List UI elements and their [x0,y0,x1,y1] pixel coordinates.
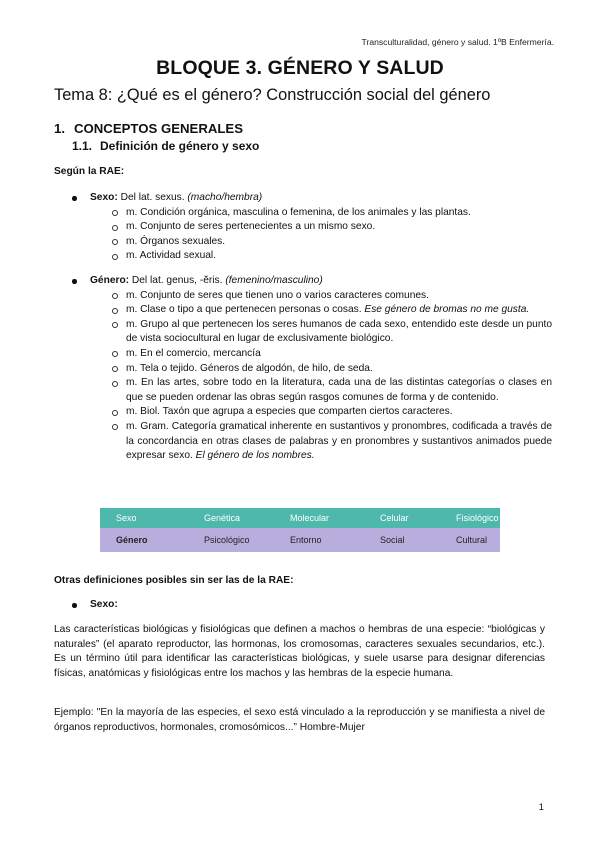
genero-gloss: (femenino/masculino) [225,275,323,286]
genero-bullet [72,274,552,289]
circle-bullet-icon [112,322,118,328]
sexo2-bullet-block [72,598,552,613]
segun-rae-label: Según la RAE: [54,166,125,177]
table-cell: Cultural [440,528,500,552]
sexo-genero-table [100,508,500,552]
circle-bullet-icon [112,410,118,416]
page-title: BLOQUE 3. GÉNERO Y SALUD [156,57,444,79]
list-item: m. En las artes, sobre todo en la literatura, cada una de las distintas categorías o clases en que se pueden ordenar las obras según rasgos comunes de forma y de contenido. [72,376,552,405]
circle-bullet-icon [112,254,118,260]
example-paragraph: Ejemplo: "En la mayoría de las especies, el sexo está vinculado a la reproducción y se manifiesta a nivel de órganos reproductivos, hormonales, cromosómicos...” Hombre-Mujer [54,707,545,733]
circle-bullet-icon [112,424,118,430]
list-item: m. Tela o tejido. Géneros de algodón, de hilo, de seda. [72,362,552,377]
list-item: m. Clase o tipo a que pertenecen personas o cosas. Ese género de bromas no me gusta. [72,303,552,318]
list-item: m. Conjunto de seres pertenecientes a un mismo sexo. [72,220,552,235]
list-item: m. Órganos sexuales. [72,235,552,250]
table-header-cell: Molecular [274,508,364,528]
genero-term: Género: [90,275,130,286]
page-number: 1 [538,801,544,812]
circle-bullet-icon [112,308,118,314]
table-header-cell: Fisiológico [440,508,500,528]
sexo-bullet [72,191,552,206]
sexo2-bullet [72,598,552,613]
list-item: m. Actividad sexual. [72,249,552,264]
sexo-definition-block [72,191,552,264]
page-subtitle: Tema 8: ¿Qué es el género? Construcción social del género [54,86,491,104]
genero-etymology: Del lat. genus, -ĕris. [129,275,226,286]
list-item: m. Condición orgánica, masculina o femenina, de los animales y las plantas. [72,206,552,221]
circle-bullet-icon [112,239,118,245]
section-number: 1. [54,121,65,136]
circle-bullet-icon [112,381,118,387]
genero-meanings-list [72,289,552,464]
list-item: m. Conjunto de seres que tienen uno o varios caracteres comunes. [72,289,552,304]
circle-bullet-icon [112,351,118,357]
circle-bullet-icon [112,225,118,231]
circle-bullet-icon [112,210,118,216]
section-title: CONCEPTOS GENERALES [74,121,244,136]
table-header-cell: Genética [188,508,274,528]
bullet-icon [72,196,77,201]
sexo-term: Sexo: [90,192,118,203]
sexo-gloss: (macho/hembra) [187,192,263,203]
subsection-title: Definición de género y sexo [100,139,260,153]
list-item: m. Grupo al que pertenecen los seres humanos de cada sexo, entendido este desde un punto de vista sociocultural en lugar de exclusivamente biológico. [72,318,552,347]
circle-bullet-icon [112,293,118,299]
sexo-etymology: Del lat. sexus. [117,192,188,203]
table-header-row [100,508,500,528]
bullet-icon [72,279,77,284]
list-item: m. Gram. Categoría gramatical inherente en sustantivos y pronombres, codificada a través de la concordancia en otras clases de palabras y en pronombres y sustantivos animados puede expresar sexo. El género de los nombres. [72,420,552,464]
sexo-meanings-list [72,206,552,264]
sexo-definition-paragraph: Las características biológicas y fisiológicas que definen a machos o hembras de una especie: “biológicas y naturales” (el aparato reproductor, las hormonas, los cromosomas, caracteres sexuales secundarios, etc.). Es un término útil para identificar las características biológicas, y suele usarse para designar diferencias físicas, anatómicas y fisiológicas entre los machos y las hembras de la especie humana. [54,624,545,679]
sexo2-term: Sexo: [90,599,118,610]
table-header-cell: Celular [364,508,440,528]
circle-bullet-icon [112,366,118,372]
running-header: Transculturalidad, género y salud. 1ºB Enfermería. [361,37,554,47]
bullet-icon [72,603,77,608]
list-item: m. En el comercio, mercancía [72,347,552,362]
table-cell: Psicológico [188,528,274,552]
otras-definiciones-label: Otras definiciones posibles sin ser las de la RAE: [54,575,294,586]
table-cell: Género [100,528,188,552]
list-item: m. Biol. Taxón que agrupa a especies que comparten ciertos caracteres. [72,405,552,420]
table-cell: Entorno [274,528,364,552]
table-header-cell: Sexo [100,508,188,528]
subsection-heading [72,139,259,153]
subsection-number: 1.1. [72,139,93,153]
genero-definition-block [72,274,552,464]
table-row [100,528,500,552]
section-heading [54,121,243,136]
table-cell: Social [364,528,440,552]
